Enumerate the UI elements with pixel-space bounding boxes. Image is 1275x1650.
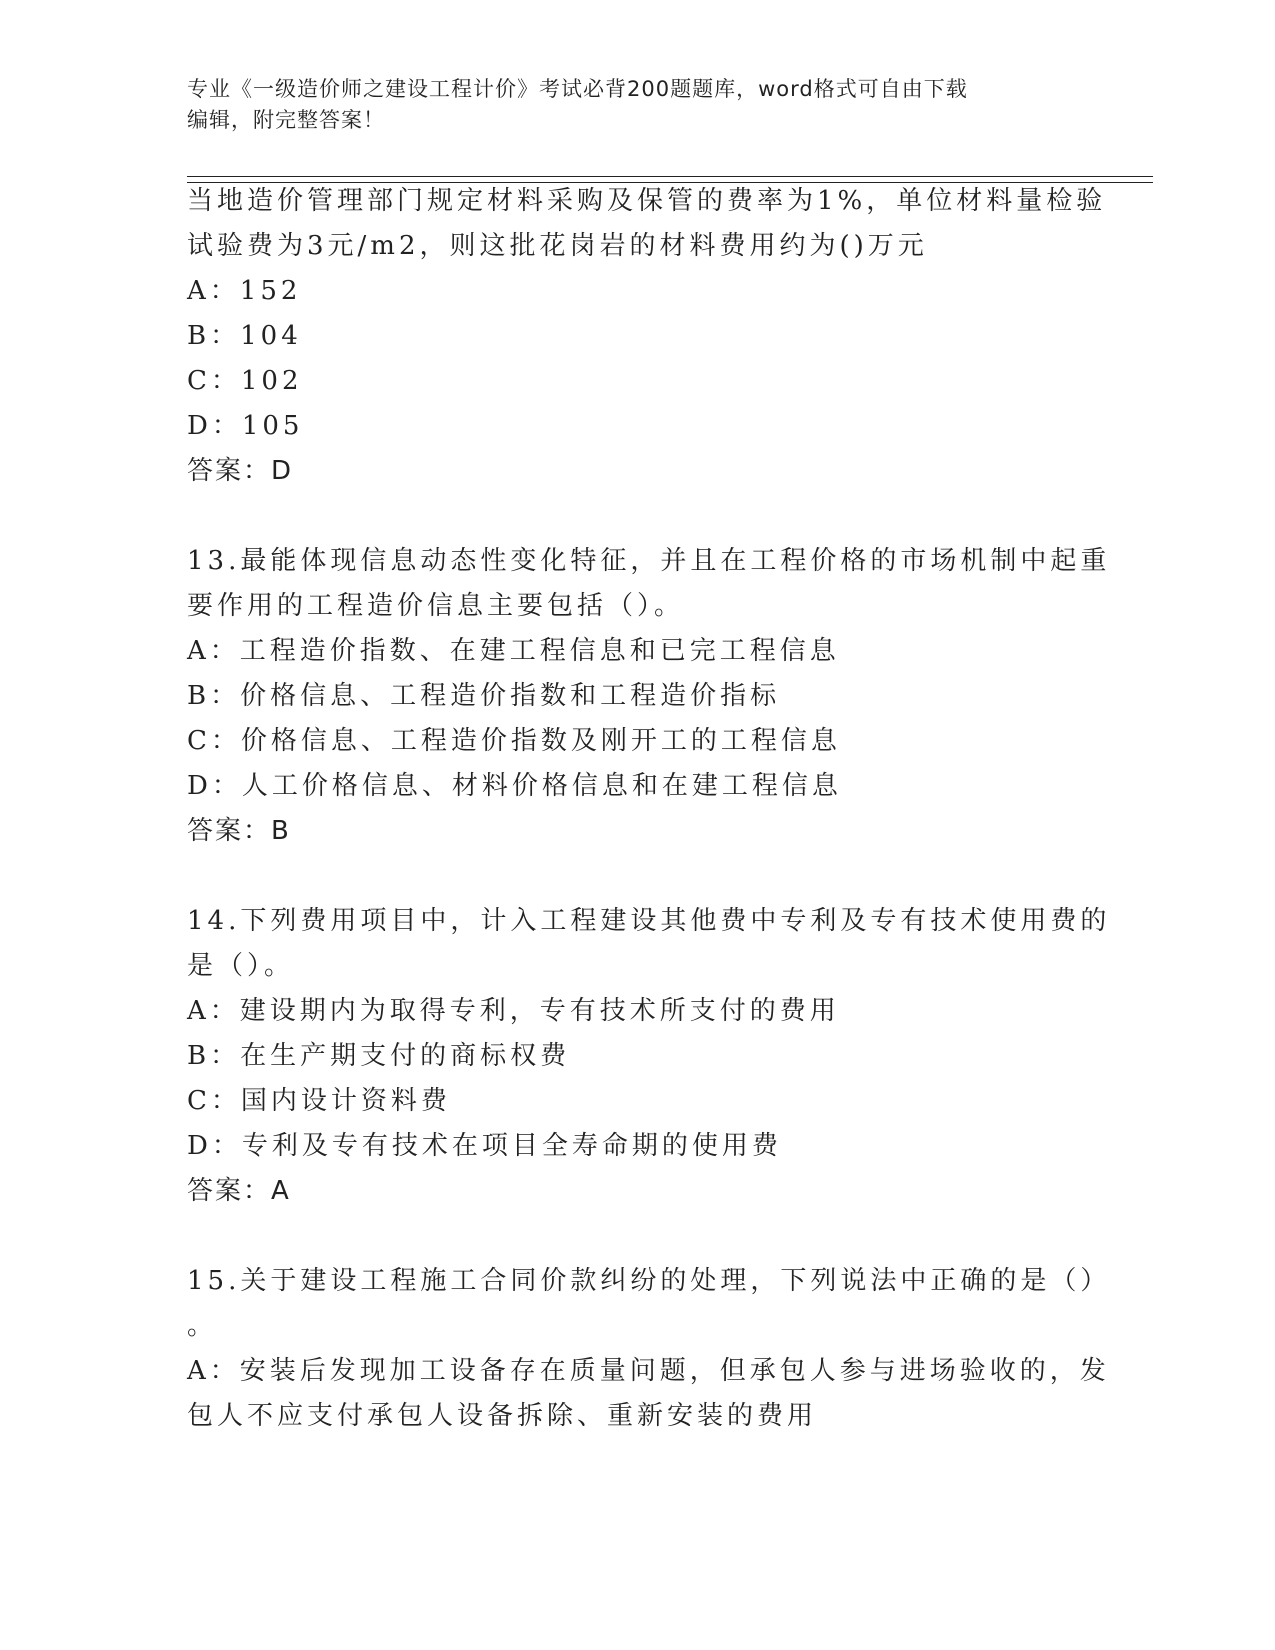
q12-option-b: B：104 [187, 321, 302, 351]
q12-answer: 答案：D [187, 456, 294, 486]
q13-option-b: B：价格信息、工程造价指数和工程造价指标 [187, 681, 781, 711]
q15-stem-line-1: 15.关于建设工程施工合同价款纠纷的处理，下列说法中正确的是（） [187, 1266, 1111, 1296]
q13-answer: 答案：B [187, 816, 291, 846]
q13-stem-line-1: 13.最能体现信息动态性变化特征，并且在工程价格的市场机制中起重 [187, 546, 1111, 576]
q12-option-a: A：152 [187, 276, 302, 306]
q13-option-d: D：人工价格信息、材料价格信息和在建工程信息 [187, 771, 842, 801]
q12-option-c: C：102 [187, 366, 303, 396]
header-divider-bottom [187, 182, 1153, 183]
q12-stem-line-2: 试验费为3元/m2，则这批花岗岩的材料费用约为()万元 [187, 231, 928, 261]
q14-option-a: A：建设期内为取得专利，专有技术所支付的费用 [187, 996, 840, 1026]
q15-option-a-line-1: A：安装后发现加工设备存在质量问题，但承包人参与进场验收的，发 [187, 1356, 1110, 1386]
q14-stem-line-1: 14.下列费用项目中，计入工程建设其他费中专利及专有技术使用费的 [187, 906, 1111, 936]
q13-stem-line-2: 要作用的工程造价信息主要包括（）。 [187, 591, 685, 621]
q14-option-b: B：在生产期支付的商标权费 [187, 1041, 571, 1071]
q13-option-c: C：价格信息、工程造价指数及刚开工的工程信息 [187, 726, 841, 756]
document-header [187, 74, 1087, 136]
q14-stem-line-2: 是（）。 [187, 951, 295, 981]
header-line-1: 专业《一级造价师之建设工程计价》考试必背200题题库，word格式可自由下载 [187, 77, 968, 101]
q14-option-c: C：国内设计资料费 [187, 1086, 451, 1116]
q15-option-a-line-2: 包人不应支付承包人设备拆除、重新安装的费用 [187, 1401, 818, 1431]
header-divider-top [187, 176, 1153, 177]
q12-stem-line-1: 当地造价管理部门规定材料采购及保管的费率为1%，单位材料量检验 [187, 186, 1107, 216]
q14-answer: 答案：A [187, 1176, 291, 1206]
q14-option-d: D：专利及专有技术在项目全寿命期的使用费 [187, 1131, 782, 1161]
q15-stem-line-2: 。 [187, 1311, 218, 1341]
q12-option-d: D：105 [187, 411, 304, 441]
q13-option-a: A：工程造价指数、在建工程信息和已完工程信息 [187, 636, 840, 666]
header-line-2: 编辑，附完整答案！ [187, 108, 385, 132]
